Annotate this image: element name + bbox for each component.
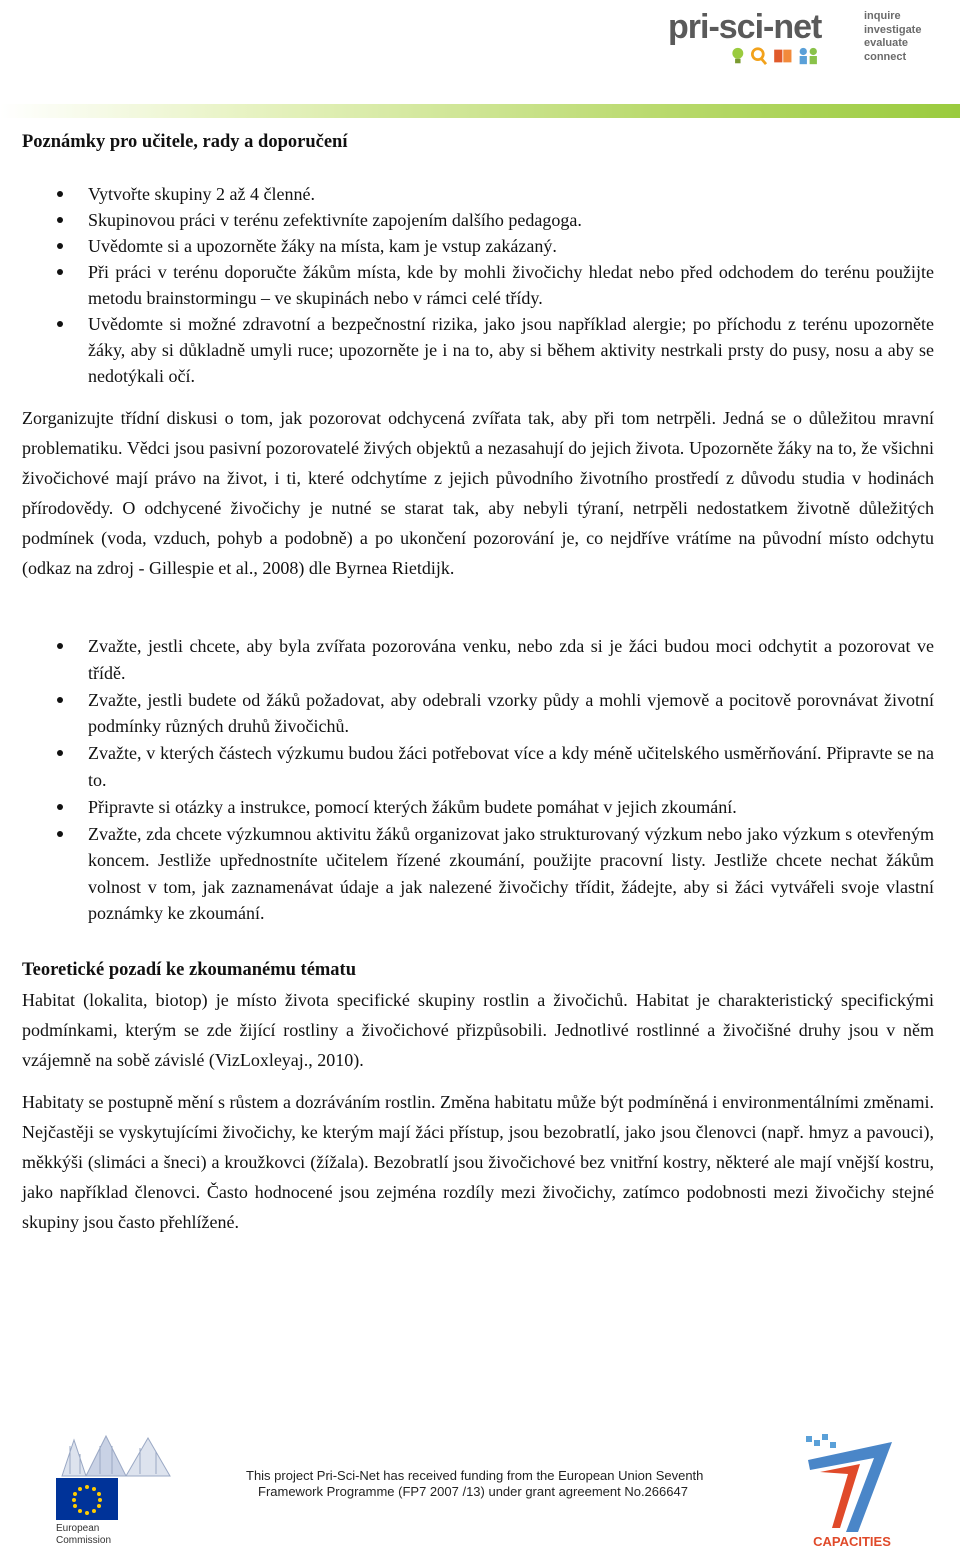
list-item: Zvažte, v kterých částech výzkumu budou žáci potřebovat více a kdy méně učitelského usměrňování. Připravte se na to. (22, 740, 934, 793)
commission-building-icon (56, 1434, 186, 1476)
capacities-label: CAPACITIES (813, 1534, 891, 1549)
eu-label-line1: European (56, 1523, 100, 1534)
pri-sci-net-logo (668, 6, 930, 68)
teacher-notes-list (22, 181, 934, 389)
logo-tagline: evaluate (864, 37, 909, 49)
list-item: Zvažte, zda chcete výzkumnou aktivitu žáků organizovat jako strukturovaný výzkum nebo jako výzkum s otevřeným koncem. Jestliže upřednostníte učitelem řízené zkoumání, použijte pracovní listy. Jestliže chcete nechat žákům volnost v tom, jak zaznamenávat údaje a jak nalezené živočichy třídit, žádejte, aby si žáci vytvářeli svoje vlastní poznámky ke zkoumání. (22, 821, 934, 927)
footer (0, 1420, 960, 1552)
eu-label-line2: Commission (56, 1535, 112, 1546)
list-item: Uvědomte si možné zdravotní a bezpečnostní rizika, jako jsou například alergie; po příchodu z terénu upozorněte žáky, aby si důkladně umyli ruce; upozorněte je i na to, aby si během aktivity nestrkali prsty do pusy, nosu a aby se nedotýkali očí. (22, 311, 934, 389)
header-bar (0, 104, 960, 118)
logo-taglines (864, 10, 921, 64)
people-icon (800, 48, 817, 64)
fp7-seven-icon (806, 1434, 892, 1532)
list-item: Skupinovou práci v terénu zefektivníte zapojením dalšího pedagoga. (22, 207, 934, 233)
list-item: Při práci v terénu doporučte žákům místa, kde by mohli živočichy hledat nebo před odchodem do terénu použijte metodu brainstormingu – ve skupinách nebo v rámci celé třídy. (22, 259, 934, 311)
funding-statement (246, 1468, 766, 1500)
list-item: Uvědomte si a upozorněte žáky na místa, kam je vstup zakázaný. (22, 233, 934, 259)
list-item: Připravte si otázky a instrukce, pomocí kterých žákům budete pomáhat v jejich zkoumání. (22, 794, 934, 821)
funding-line: Framework Programme (FP7 2007 /13) under grant agreement No.266647 (258, 1484, 688, 1499)
eu-flag-icon (56, 1478, 118, 1520)
discussion-paragraph: Zorganizujte třídní diskusi o tom, jak pozorovat odchycená zvířata tak, aby při tom netrpěli. Jedná se o důležitou mravní problematiku. Vědci jsou pasivní pozorovatelé živých objektů a nezasahují do jejich života. Upozorněte žáky na to, že všichni živočichové mají právo na život, i ti, které odchytíme z jejich původního životního prostředí z důvodu studia v hodinách přírodovědy. O odchycené živočichy je nutné se starat tak, aby nebyli týraní, netrpěli nedostatkem životně důležitých podmínek (voda, vzduch, pohyb a podobně) a po ukončení pozorování je, co nejdříve vrátíme na původní místo odchytu (odkaz na zdroj - Gillespie et al., 2008) dle Byrnea Rietdijk. (22, 408, 934, 578)
logo-tagline: investigate (864, 23, 922, 36)
list-item: Zvažte, jestli chcete, aby byla zvířata pozorována venku, nebo zda si je žáci budou moci odchytit a pozorovat ve třídě. (22, 633, 934, 686)
book-icon (774, 50, 791, 63)
logo-icons (726, 46, 826, 66)
logo-tagline: inquire (864, 10, 901, 22)
logo-wordmark: pri-sci-net (668, 8, 822, 46)
european-commission-logo (56, 1434, 186, 1546)
habitat-change-paragraph: Habitaty se postupně mění s růstem a dozráváním rostlin. Změna habitatu může být podmíněná i environmentálními změnami. Nejčastěji se vyskytujícími živočichy, ke kterým mají žáci přístup, jsou bezobratlí, jako jsou členovci (např. hmyz a pavouci), měkkýši (slimáci a šneci) a kroužkovci (žížala). Bezobratlí jsou živočichové bez vnitřní kostry, některé ale mají vnější kostru, jako například členovci. Často hodnocené jsou zejména rozdíly mezi živočichy, zatímco podobnosti mezi živočichy stejné skupiny jsou často přehlížené. (22, 1091, 934, 1232)
considerations-list (22, 633, 934, 927)
habitat-paragraph: Habitat (lokalita, biotop) je místo života specifické skupiny rostlin a živočichů. Habitat je charakteristický specifickými podmínkami, kterým se zde žijící rostliny a živočichové přizpůsobili. Jednotlivé rostlinné a živočišné druhy jsou v něm vzájemně na sobě závislé (VizLoxleyaj., 2010). (22, 989, 934, 1070)
lightbulb-icon (732, 48, 743, 63)
fp7-capacities-logo (800, 1432, 904, 1550)
document-content (22, 132, 934, 1237)
list-item: Vytvořte skupiny 2 až 4 členné. (22, 181, 934, 207)
funding-line: This project Pri-Sci-Net has received funding from the European Union Seventh (246, 1468, 704, 1483)
section-heading-theory: Teoretické pozadí ke zkoumanému tématu (22, 959, 357, 980)
section-heading-teacher-notes: Poznámky pro učitele, rady a doporučení (22, 132, 348, 152)
magnifier-icon (752, 49, 766, 64)
logo-tagline: connect (864, 50, 907, 63)
list-item: Zvažte, jestli budete od žáků požadovat, aby odebrali vzorky půdy a mohli vjemově a pocitově porovnávat životní podmínky různých druhů živočichů. (22, 687, 934, 740)
